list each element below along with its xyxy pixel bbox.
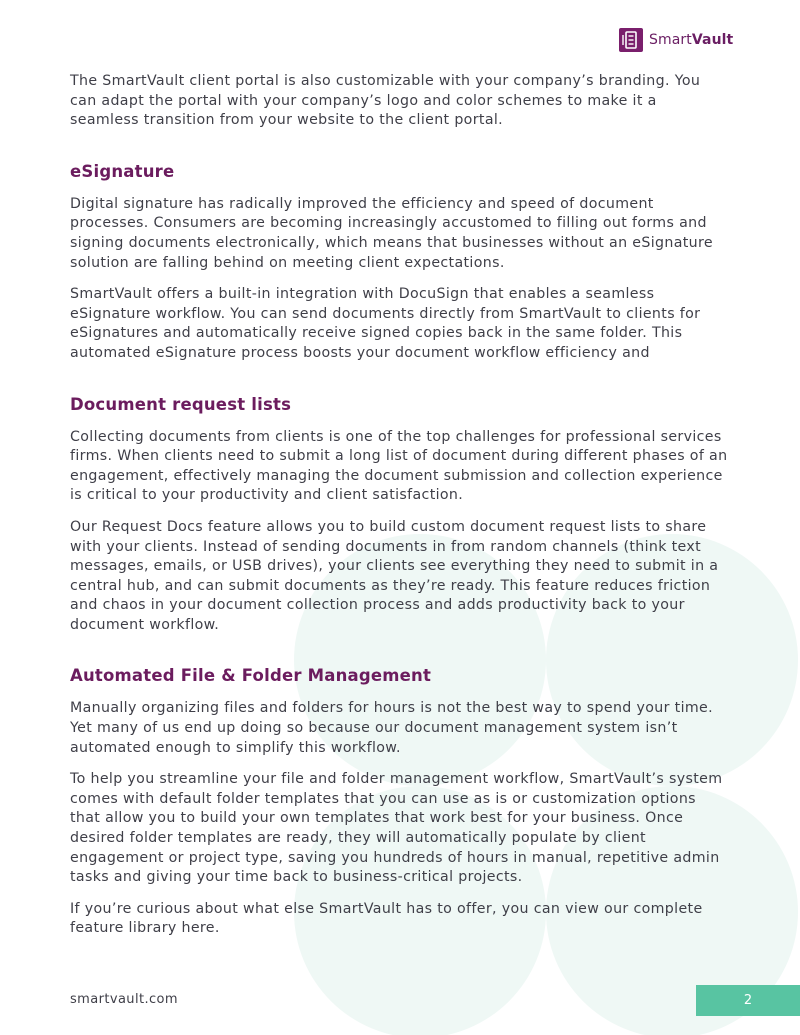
page-number-badge	[696, 985, 800, 1016]
smartvault-logo	[618, 26, 733, 54]
paragraph: SmartVault offers a built-in integration with DocuSign that enables a seamless eSignature workflow. You can send documents directly from SmartVault to clients for eSignatures and automatically receive signed copies back in the same folder. This automated eSignature process boosts your document workflow efficiency and	[70, 286, 701, 361]
logo-wordmark: SmartVault	[649, 32, 734, 48]
paragraph: Our Request Docs feature allows you to build custom document request lists to share with your clients. Instead of sending documents in from random channels (think text messages, emails, or USB drives), your clients see everything they need to submit in a central hub, and can submit documents as they’re ready. This feature reduces friction and chaos in your document collection process and adds productivity back to your document workflow.	[70, 518, 719, 633]
paragraph: The SmartVault client portal is also customizable with your company’s branding. You can adapt the portal with your company’s logo and color schemes to make it a seamless transition from your website to the client portal.	[70, 73, 701, 129]
section-heading-automated-file-folder-management: Automated File & Folder Management	[70, 666, 432, 686]
page-number: 2	[743, 993, 753, 1008]
paragraph: To help you streamline your file and folder management workflow, SmartVault’s system comes with default folder templates that you can use as is or customization options that allow you to build your own templates that work best for your business. Once desired folder templates are ready, they will automatically populate by client engagement or project type, saving you hundreds of hours in manual, repetitive admin tasks and giving your time back to business-critical projects.	[70, 771, 723, 886]
document-body	[70, 72, 730, 951]
section-heading-esignature: eSignature	[70, 161, 175, 181]
paragraph: Manually organizing files and folders for hours is not the best way to spend your time. Yet many of us end up doing so because our document management system isn’t automated enough to simplify this workflow.	[70, 700, 713, 756]
paragraph: If you’re curious about what else SmartVault has to offer, you can view our complete feature library here.	[70, 900, 703, 937]
footer-url: smartvault.com	[70, 992, 178, 1007]
smartvault-logo-icon	[618, 26, 644, 54]
paragraph: Collecting documents from clients is one of the top challenges for professional services firms. When clients need to submit a long list of document during different phases of an engagement, effectively managing the document submission and collection experience is critical to your productivity and client satisfaction.	[70, 428, 728, 504]
paragraph: Digital signature has radically improved the efficiency and speed of document processes. Consumers are becoming increasingly accustomed to filling out forms and signing documents electronically, which means that businesses without an eSignature solution are falling behind on meeting client expectations.	[70, 195, 713, 271]
section-heading-document-request-lists: Document request lists	[70, 394, 292, 414]
